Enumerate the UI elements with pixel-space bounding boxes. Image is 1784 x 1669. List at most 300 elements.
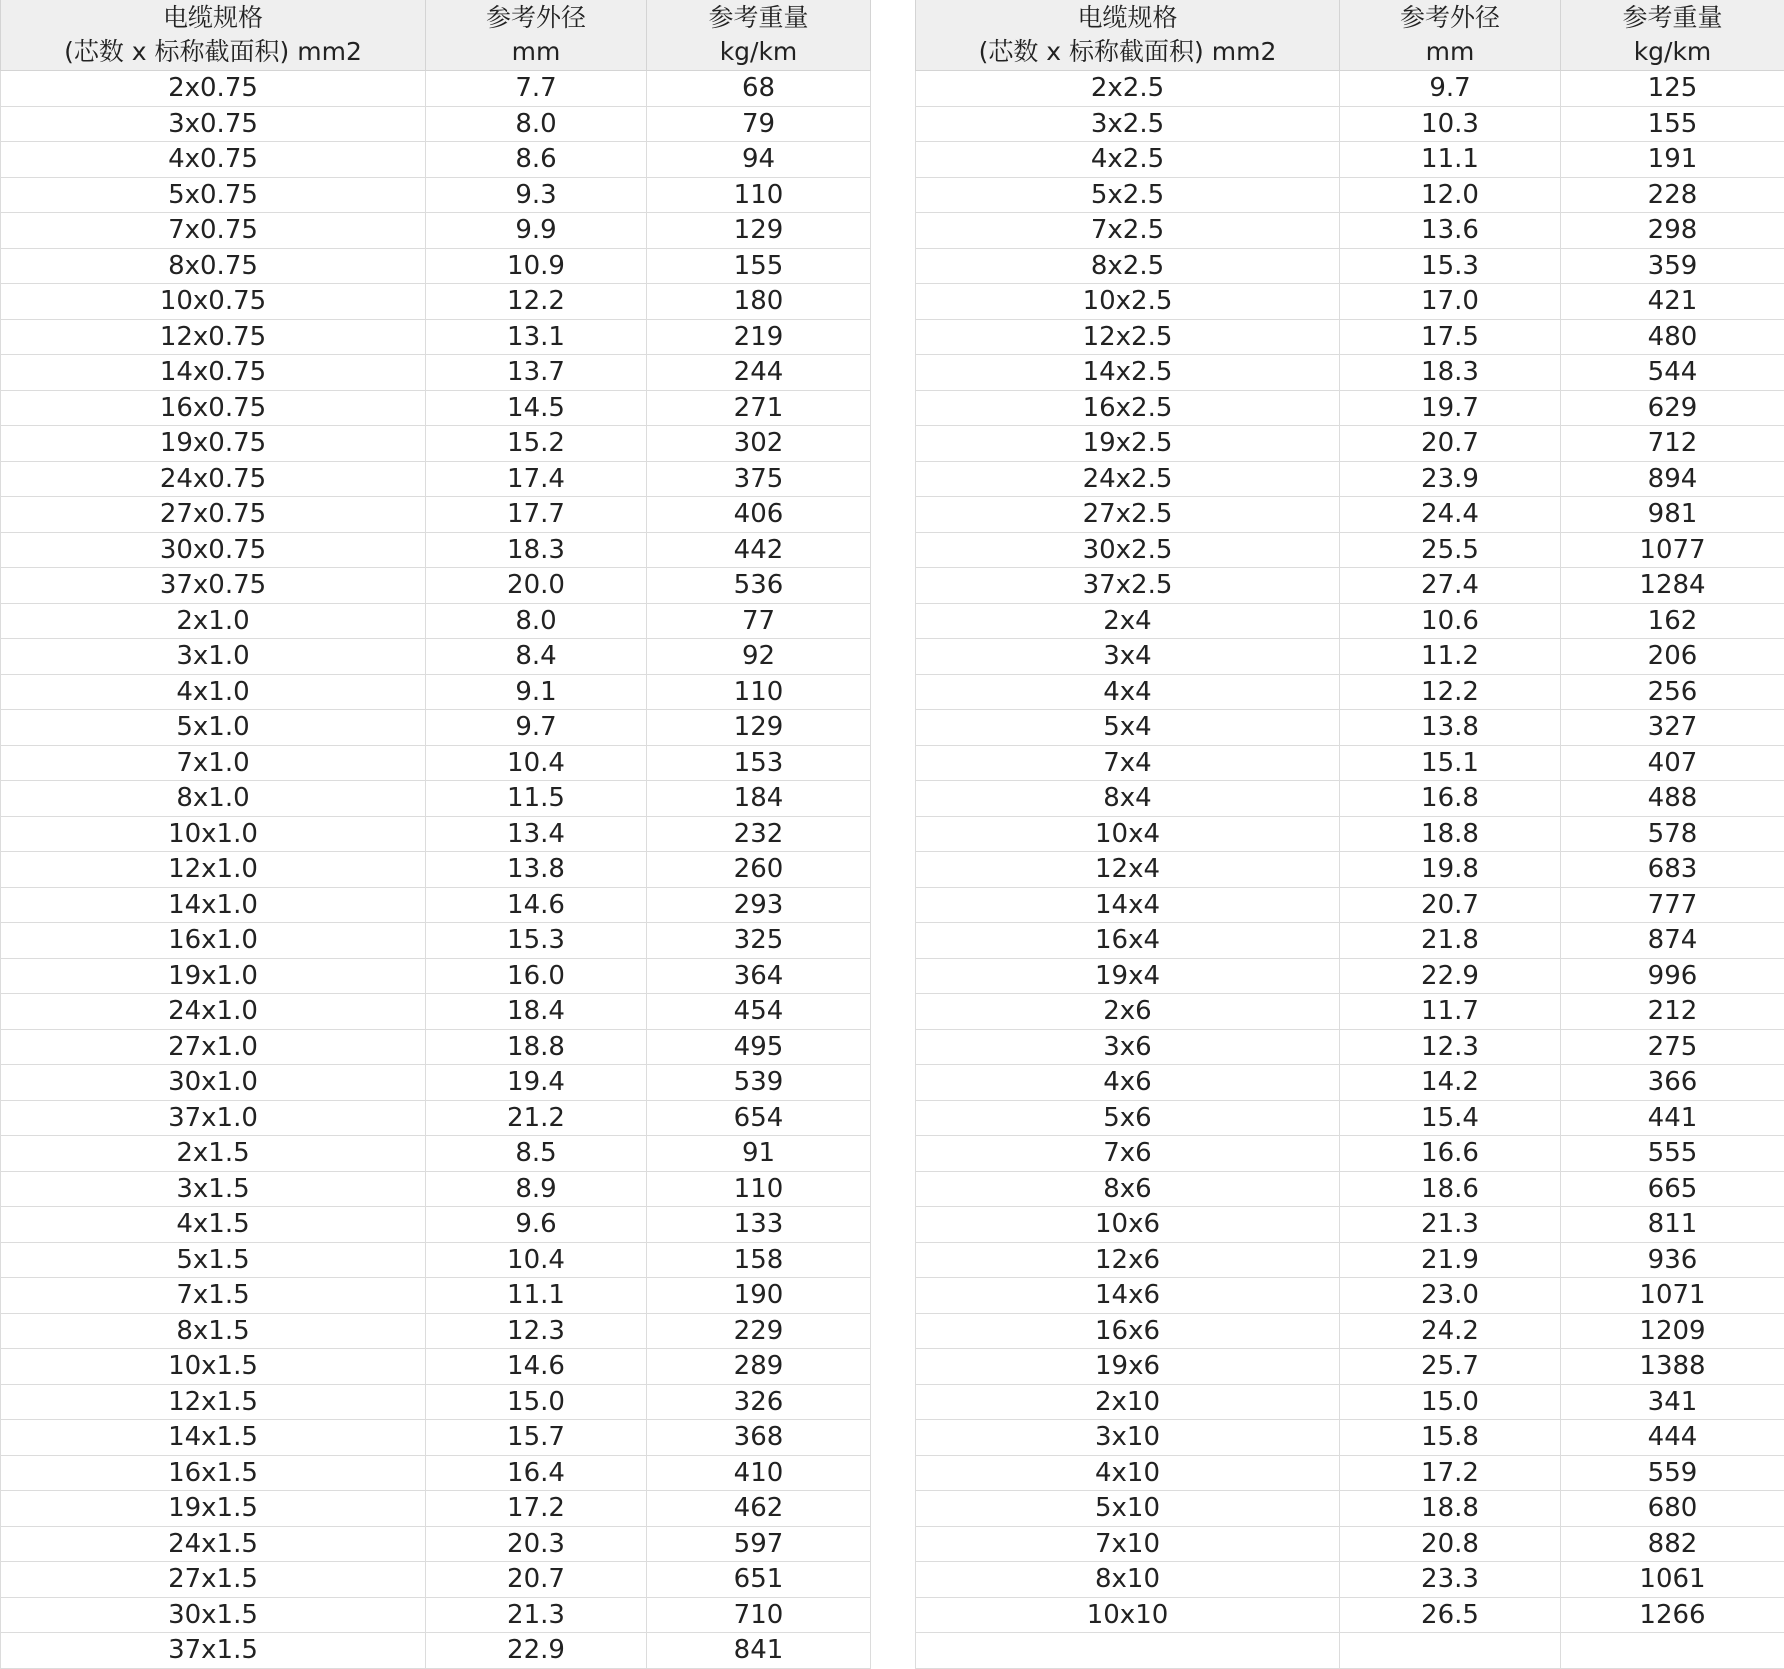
cell-weight: 480 bbox=[1561, 319, 1784, 355]
header-spec bbox=[916, 0, 1340, 71]
cell-weight: 325 bbox=[647, 923, 871, 959]
cell-weight: 94 bbox=[647, 142, 871, 178]
table-row bbox=[1, 639, 871, 675]
cell-spec: 12x1.0 bbox=[1, 852, 426, 888]
cell-spec: 27x1.5 bbox=[1, 1562, 426, 1598]
table-row bbox=[916, 1455, 1784, 1491]
table-row bbox=[1, 213, 871, 249]
table-row bbox=[1, 1633, 871, 1669]
cell-spec: 10x0.75 bbox=[1, 284, 426, 320]
cell-spec: 7x2.5 bbox=[916, 213, 1340, 249]
cell-spec: 10x10 bbox=[916, 1597, 1340, 1633]
cell-outer-diameter: 13.8 bbox=[1340, 710, 1561, 746]
cell-spec: 10x6 bbox=[916, 1207, 1340, 1243]
cell-spec: 12x2.5 bbox=[916, 319, 1340, 355]
table-row bbox=[1, 852, 871, 888]
cell-weight: 229 bbox=[647, 1313, 871, 1349]
cell-outer-diameter: 11.2 bbox=[1340, 639, 1561, 675]
table-row bbox=[916, 781, 1784, 817]
cell-outer-diameter: 7.7 bbox=[426, 71, 647, 107]
cell-spec: 3x4 bbox=[916, 639, 1340, 675]
cell-outer-diameter: 13.7 bbox=[426, 355, 647, 391]
cell-spec: 30x0.75 bbox=[1, 532, 426, 568]
table-row bbox=[916, 461, 1784, 497]
table-row bbox=[916, 1526, 1784, 1562]
cell-spec: 16x0.75 bbox=[1, 390, 426, 426]
table-row bbox=[1, 319, 871, 355]
cell-weight: 536 bbox=[647, 568, 871, 604]
cell-spec: 7x1.0 bbox=[1, 745, 426, 781]
cell-spec: 16x1.0 bbox=[1, 923, 426, 959]
cell-outer-diameter: 22.9 bbox=[1340, 958, 1561, 994]
cell-outer-diameter: 17.4 bbox=[426, 461, 647, 497]
cell-weight: 1284 bbox=[1561, 568, 1784, 604]
cell-spec: 5x2.5 bbox=[916, 177, 1340, 213]
table-row bbox=[1, 994, 871, 1030]
cell-spec: 3x6 bbox=[916, 1029, 1340, 1065]
table-row bbox=[1, 674, 871, 710]
header-spec-line2: (芯数 x 标称截面积) mm2 bbox=[916, 35, 1339, 69]
cell-outer-diameter: 11.1 bbox=[1340, 142, 1561, 178]
cell-spec: 8x6 bbox=[916, 1171, 1340, 1207]
header-row bbox=[1, 0, 871, 71]
cell-outer-diameter: 16.0 bbox=[426, 958, 647, 994]
cell-spec: 10x1.5 bbox=[1, 1349, 426, 1385]
table-row bbox=[916, 1242, 1784, 1278]
cell-spec: 7x6 bbox=[916, 1136, 1340, 1172]
cell-outer-diameter: 10.4 bbox=[426, 745, 647, 781]
cell-outer-diameter: 13.4 bbox=[426, 816, 647, 852]
table-row bbox=[1, 1136, 871, 1172]
cell-spec: 2x10 bbox=[916, 1384, 1340, 1420]
cell-spec: 10x2.5 bbox=[916, 284, 1340, 320]
header-wt-line1: 参考重量 bbox=[647, 1, 870, 35]
table-row bbox=[1, 816, 871, 852]
cell-weight: 91 bbox=[647, 1136, 871, 1172]
cell-spec: 24x0.75 bbox=[1, 461, 426, 497]
cell-outer-diameter: 19.8 bbox=[1340, 852, 1561, 888]
cell-weight bbox=[1561, 1633, 1784, 1669]
cell-spec: 19x1.0 bbox=[1, 958, 426, 994]
cell-weight: 488 bbox=[1561, 781, 1784, 817]
cell-outer-diameter: 19.7 bbox=[1340, 390, 1561, 426]
cell-outer-diameter: 17.0 bbox=[1340, 284, 1561, 320]
table-row bbox=[1, 1455, 871, 1491]
table-row bbox=[1, 1349, 871, 1385]
cell-outer-diameter: 26.5 bbox=[1340, 1597, 1561, 1633]
table-row bbox=[916, 106, 1784, 142]
header-od-line1: 参考外径 bbox=[426, 1, 646, 35]
cell-weight: 375 bbox=[647, 461, 871, 497]
table-row bbox=[916, 1384, 1784, 1420]
cell-outer-diameter: 10.4 bbox=[426, 1242, 647, 1278]
cell-outer-diameter: 11.5 bbox=[426, 781, 647, 817]
table-row bbox=[916, 1597, 1784, 1633]
cell-weight: 125 bbox=[1561, 71, 1784, 107]
table-row bbox=[916, 887, 1784, 923]
cell-outer-diameter: 17.2 bbox=[1340, 1455, 1561, 1491]
table-row bbox=[916, 1171, 1784, 1207]
table-row bbox=[916, 568, 1784, 604]
cell-spec: 24x2.5 bbox=[916, 461, 1340, 497]
cell-outer-diameter: 20.0 bbox=[426, 568, 647, 604]
cell-weight: 654 bbox=[647, 1100, 871, 1136]
cell-outer-diameter: 27.4 bbox=[1340, 568, 1561, 604]
cell-spec: 5x0.75 bbox=[1, 177, 426, 213]
cell-outer-diameter: 21.8 bbox=[1340, 923, 1561, 959]
table-row bbox=[916, 852, 1784, 888]
table-row bbox=[1, 532, 871, 568]
cell-weight: 1388 bbox=[1561, 1349, 1784, 1385]
table-row bbox=[916, 1065, 1784, 1101]
cell-weight: 651 bbox=[647, 1562, 871, 1598]
header-od-line2: mm bbox=[1340, 35, 1560, 69]
cell-weight: 1077 bbox=[1561, 532, 1784, 568]
header-spec-line1: 电缆规格 bbox=[916, 1, 1339, 35]
cell-outer-diameter: 18.4 bbox=[426, 994, 647, 1030]
table-row bbox=[1, 781, 871, 817]
cell-weight: 559 bbox=[1561, 1455, 1784, 1491]
table-row bbox=[916, 213, 1784, 249]
cell-spec: 24x1.0 bbox=[1, 994, 426, 1030]
table-row bbox=[916, 319, 1784, 355]
table-row bbox=[916, 1491, 1784, 1527]
cell-weight: 256 bbox=[1561, 674, 1784, 710]
cell-spec: 30x2.5 bbox=[916, 532, 1340, 568]
cell-weight: 597 bbox=[647, 1526, 871, 1562]
cell-outer-diameter: 8.9 bbox=[426, 1171, 647, 1207]
cell-weight: 244 bbox=[647, 355, 871, 391]
cell-weight: 981 bbox=[1561, 497, 1784, 533]
table-row bbox=[1, 1207, 871, 1243]
cell-outer-diameter: 15.0 bbox=[426, 1384, 647, 1420]
cell-weight: 680 bbox=[1561, 1491, 1784, 1527]
cell-spec: 14x0.75 bbox=[1, 355, 426, 391]
cell-outer-diameter: 21.3 bbox=[1340, 1207, 1561, 1243]
table-row bbox=[916, 1349, 1784, 1385]
cell-weight: 158 bbox=[647, 1242, 871, 1278]
cell-outer-diameter: 17.7 bbox=[426, 497, 647, 533]
table-row bbox=[916, 1562, 1784, 1598]
cell-outer-diameter: 15.1 bbox=[1340, 745, 1561, 781]
table-row bbox=[1, 603, 871, 639]
cell-weight: 129 bbox=[647, 213, 871, 249]
cell-outer-diameter: 14.5 bbox=[426, 390, 647, 426]
cell-weight: 219 bbox=[647, 319, 871, 355]
cell-spec: 4x1.0 bbox=[1, 674, 426, 710]
cell-spec: 8x1.5 bbox=[1, 1313, 426, 1349]
cell-spec: 8x0.75 bbox=[1, 248, 426, 284]
table-row bbox=[916, 142, 1784, 178]
cell-spec: 30x1.5 bbox=[1, 1597, 426, 1633]
cell-spec: 4x10 bbox=[916, 1455, 1340, 1491]
cell-weight: 936 bbox=[1561, 1242, 1784, 1278]
cell-weight: 184 bbox=[647, 781, 871, 817]
cell-spec: 5x6 bbox=[916, 1100, 1340, 1136]
cell-outer-diameter: 12.2 bbox=[426, 284, 647, 320]
table-row bbox=[916, 248, 1784, 284]
cell-weight: 129 bbox=[647, 710, 871, 746]
cell-outer-diameter: 22.9 bbox=[426, 1633, 647, 1669]
table-row bbox=[1, 284, 871, 320]
cell-spec: 7x4 bbox=[916, 745, 1340, 781]
cell-outer-diameter: 9.9 bbox=[426, 213, 647, 249]
cell-weight: 153 bbox=[647, 745, 871, 781]
cell-spec: 37x1.5 bbox=[1, 1633, 426, 1669]
cell-outer-diameter: 13.6 bbox=[1340, 213, 1561, 249]
cell-weight: 366 bbox=[1561, 1065, 1784, 1101]
cell-outer-diameter: 25.5 bbox=[1340, 532, 1561, 568]
table-row bbox=[916, 355, 1784, 391]
cell-outer-diameter: 10.9 bbox=[426, 248, 647, 284]
cell-weight: 110 bbox=[647, 1171, 871, 1207]
cell-outer-diameter: 16.8 bbox=[1340, 781, 1561, 817]
cell-weight: 92 bbox=[647, 639, 871, 675]
cell-weight: 110 bbox=[647, 674, 871, 710]
header-od-line1: 参考外径 bbox=[1340, 1, 1560, 35]
cell-spec: 2x1.5 bbox=[1, 1136, 426, 1172]
cell-outer-diameter: 20.3 bbox=[426, 1526, 647, 1562]
cell-weight: 1071 bbox=[1561, 1278, 1784, 1314]
cell-outer-diameter: 23.0 bbox=[1340, 1278, 1561, 1314]
cell-weight: 293 bbox=[647, 887, 871, 923]
table-row bbox=[916, 639, 1784, 675]
cell-weight: 996 bbox=[1561, 958, 1784, 994]
table-row bbox=[916, 1100, 1784, 1136]
table-row bbox=[916, 1633, 1784, 1669]
cell-spec: 4x2.5 bbox=[916, 142, 1340, 178]
table-row bbox=[1, 923, 871, 959]
cell-weight: 271 bbox=[647, 390, 871, 426]
cell-outer-diameter: 18.3 bbox=[426, 532, 647, 568]
cell-spec: 4x4 bbox=[916, 674, 1340, 710]
cell-outer-diameter: 12.3 bbox=[426, 1313, 647, 1349]
table-body-right bbox=[916, 71, 1784, 1669]
table-row bbox=[1, 1384, 871, 1420]
cell-spec: 3x2.5 bbox=[916, 106, 1340, 142]
cell-outer-diameter: 8.0 bbox=[426, 603, 647, 639]
cell-spec: 3x0.75 bbox=[1, 106, 426, 142]
cell-outer-diameter: 18.6 bbox=[1340, 1171, 1561, 1207]
cell-spec: 14x4 bbox=[916, 887, 1340, 923]
cell-spec: 10x1.0 bbox=[1, 816, 426, 852]
cell-weight: 495 bbox=[647, 1029, 871, 1065]
cell-spec: 14x2.5 bbox=[916, 355, 1340, 391]
cell-weight: 68 bbox=[647, 71, 871, 107]
cell-outer-diameter: 24.4 bbox=[1340, 497, 1561, 533]
cell-spec: 8x4 bbox=[916, 781, 1340, 817]
cell-spec: 7x10 bbox=[916, 1526, 1340, 1562]
cell-outer-diameter: 10.6 bbox=[1340, 603, 1561, 639]
cell-spec: 12x1.5 bbox=[1, 1384, 426, 1420]
cell-outer-diameter: 13.8 bbox=[426, 852, 647, 888]
cell-outer-diameter: 10.3 bbox=[1340, 106, 1561, 142]
cell-spec: 27x2.5 bbox=[916, 497, 1340, 533]
cell-weight: 410 bbox=[647, 1455, 871, 1491]
cell-weight: 874 bbox=[1561, 923, 1784, 959]
cell-outer-diameter: 15.2 bbox=[426, 426, 647, 462]
cell-spec: 24x1.5 bbox=[1, 1526, 426, 1562]
header-weight bbox=[1561, 0, 1784, 71]
header-wt-line2: kg/km bbox=[647, 35, 870, 69]
table-row bbox=[1, 1029, 871, 1065]
cell-weight: 1209 bbox=[1561, 1313, 1784, 1349]
cell-weight: 302 bbox=[647, 426, 871, 462]
cell-weight: 212 bbox=[1561, 994, 1784, 1030]
table-row bbox=[1, 1313, 871, 1349]
cell-spec: 7x0.75 bbox=[1, 213, 426, 249]
cell-outer-diameter: 8.6 bbox=[426, 142, 647, 178]
table-row bbox=[916, 497, 1784, 533]
cell-spec: 16x6 bbox=[916, 1313, 1340, 1349]
cell-outer-diameter: 15.8 bbox=[1340, 1420, 1561, 1456]
cell-outer-diameter: 19.4 bbox=[426, 1065, 647, 1101]
cell-outer-diameter: 23.9 bbox=[1340, 461, 1561, 497]
cell-outer-diameter: 17.5 bbox=[1340, 319, 1561, 355]
cable-spec-table-right bbox=[915, 0, 1784, 1669]
cell-weight: 364 bbox=[647, 958, 871, 994]
table-row bbox=[916, 710, 1784, 746]
table-row bbox=[916, 745, 1784, 781]
cell-spec: 3x1.5 bbox=[1, 1171, 426, 1207]
table-row bbox=[916, 426, 1784, 462]
cell-weight: 555 bbox=[1561, 1136, 1784, 1172]
table-row bbox=[1, 142, 871, 178]
table-row bbox=[916, 390, 1784, 426]
cell-spec: 10x4 bbox=[916, 816, 1340, 852]
table-row bbox=[916, 923, 1784, 959]
cell-weight: 79 bbox=[647, 106, 871, 142]
cell-outer-diameter: 9.7 bbox=[426, 710, 647, 746]
cell-weight: 841 bbox=[647, 1633, 871, 1669]
cell-outer-diameter: 12.2 bbox=[1340, 674, 1561, 710]
cell-outer-diameter: 11.7 bbox=[1340, 994, 1561, 1030]
cable-spec-table-left bbox=[0, 0, 871, 1669]
table-row bbox=[1, 355, 871, 391]
cell-outer-diameter: 14.2 bbox=[1340, 1065, 1561, 1101]
cell-outer-diameter: 9.6 bbox=[426, 1207, 647, 1243]
cell-spec: 2x2.5 bbox=[916, 71, 1340, 107]
cell-outer-diameter: 18.8 bbox=[1340, 816, 1561, 852]
cell-weight: 578 bbox=[1561, 816, 1784, 852]
table-row bbox=[916, 958, 1784, 994]
cell-outer-diameter: 8.5 bbox=[426, 1136, 647, 1172]
cell-weight: 454 bbox=[647, 994, 871, 1030]
cell-outer-diameter: 9.7 bbox=[1340, 71, 1561, 107]
cell-weight: 665 bbox=[1561, 1171, 1784, 1207]
cell-outer-diameter: 9.3 bbox=[426, 177, 647, 213]
cell-outer-diameter: 25.7 bbox=[1340, 1349, 1561, 1385]
cell-weight: 275 bbox=[1561, 1029, 1784, 1065]
table-row bbox=[1, 1420, 871, 1456]
table-row bbox=[916, 1313, 1784, 1349]
cell-weight: 341 bbox=[1561, 1384, 1784, 1420]
table-row bbox=[916, 1207, 1784, 1243]
header-spec-line2: (芯数 x 标称截面积) mm2 bbox=[1, 35, 425, 69]
header-wt-line1: 参考重量 bbox=[1561, 1, 1784, 35]
cell-weight: 110 bbox=[647, 177, 871, 213]
cell-spec: 4x0.75 bbox=[1, 142, 426, 178]
cell-spec: 5x1.0 bbox=[1, 710, 426, 746]
cell-outer-diameter bbox=[1340, 1633, 1561, 1669]
cell-outer-diameter: 23.3 bbox=[1340, 1562, 1561, 1598]
cell-spec: 37x2.5 bbox=[916, 568, 1340, 604]
cell-outer-diameter: 16.4 bbox=[426, 1455, 647, 1491]
cell-spec: 27x0.75 bbox=[1, 497, 426, 533]
cell-outer-diameter: 12.3 bbox=[1340, 1029, 1561, 1065]
cell-weight: 191 bbox=[1561, 142, 1784, 178]
cell-outer-diameter: 15.7 bbox=[426, 1420, 647, 1456]
cell-spec: 19x6 bbox=[916, 1349, 1340, 1385]
table-row bbox=[1, 1242, 871, 1278]
cell-weight: 368 bbox=[647, 1420, 871, 1456]
cell-spec: 16x2.5 bbox=[916, 390, 1340, 426]
table-row bbox=[1, 461, 871, 497]
cell-outer-diameter: 20.7 bbox=[1340, 426, 1561, 462]
cell-spec: 16x4 bbox=[916, 923, 1340, 959]
cell-spec: 16x1.5 bbox=[1, 1455, 426, 1491]
cell-weight: 441 bbox=[1561, 1100, 1784, 1136]
cell-weight: 206 bbox=[1561, 639, 1784, 675]
cell-weight: 777 bbox=[1561, 887, 1784, 923]
cell-spec: 8x2.5 bbox=[916, 248, 1340, 284]
cell-weight: 539 bbox=[647, 1065, 871, 1101]
cell-weight: 629 bbox=[1561, 390, 1784, 426]
cell-spec: 12x0.75 bbox=[1, 319, 426, 355]
cell-weight: 289 bbox=[647, 1349, 871, 1385]
table-row bbox=[1, 1562, 871, 1598]
header-od-line2: mm bbox=[426, 35, 646, 69]
cell-weight: 359 bbox=[1561, 248, 1784, 284]
cell-weight: 462 bbox=[647, 1491, 871, 1527]
cell-spec: 3x1.0 bbox=[1, 639, 426, 675]
cell-weight: 882 bbox=[1561, 1526, 1784, 1562]
table-row bbox=[916, 177, 1784, 213]
cell-outer-diameter: 12.0 bbox=[1340, 177, 1561, 213]
cell-outer-diameter: 18.8 bbox=[1340, 1491, 1561, 1527]
cell-weight: 894 bbox=[1561, 461, 1784, 497]
cell-spec: 3x10 bbox=[916, 1420, 1340, 1456]
cell-weight: 155 bbox=[1561, 106, 1784, 142]
cell-spec: 19x1.5 bbox=[1, 1491, 426, 1527]
cell-spec: 12x6 bbox=[916, 1242, 1340, 1278]
table-row bbox=[916, 1029, 1784, 1065]
header-outer-diameter bbox=[1340, 0, 1561, 71]
table-row bbox=[1, 390, 871, 426]
cell-weight: 406 bbox=[647, 497, 871, 533]
cell-spec: 14x1.0 bbox=[1, 887, 426, 923]
table-row bbox=[1, 1597, 871, 1633]
cell-outer-diameter: 15.4 bbox=[1340, 1100, 1561, 1136]
cell-outer-diameter: 20.8 bbox=[1340, 1526, 1561, 1562]
cell-spec: 37x0.75 bbox=[1, 568, 426, 604]
cell-spec: 4x1.5 bbox=[1, 1207, 426, 1243]
cell-weight: 155 bbox=[647, 248, 871, 284]
cell-spec: 7x1.5 bbox=[1, 1278, 426, 1314]
cell-spec: 2x0.75 bbox=[1, 71, 426, 107]
cell-spec: 5x4 bbox=[916, 710, 1340, 746]
cell-spec: 8x10 bbox=[916, 1562, 1340, 1598]
cell-spec: 27x1.0 bbox=[1, 1029, 426, 1065]
cell-outer-diameter: 18.8 bbox=[426, 1029, 647, 1065]
cell-spec: 5x1.5 bbox=[1, 1242, 426, 1278]
cell-weight: 77 bbox=[647, 603, 871, 639]
cell-spec: 2x4 bbox=[916, 603, 1340, 639]
cell-weight: 162 bbox=[1561, 603, 1784, 639]
cell-weight: 710 bbox=[647, 1597, 871, 1633]
cell-spec: 19x0.75 bbox=[1, 426, 426, 462]
cell-spec: 14x1.5 bbox=[1, 1420, 426, 1456]
